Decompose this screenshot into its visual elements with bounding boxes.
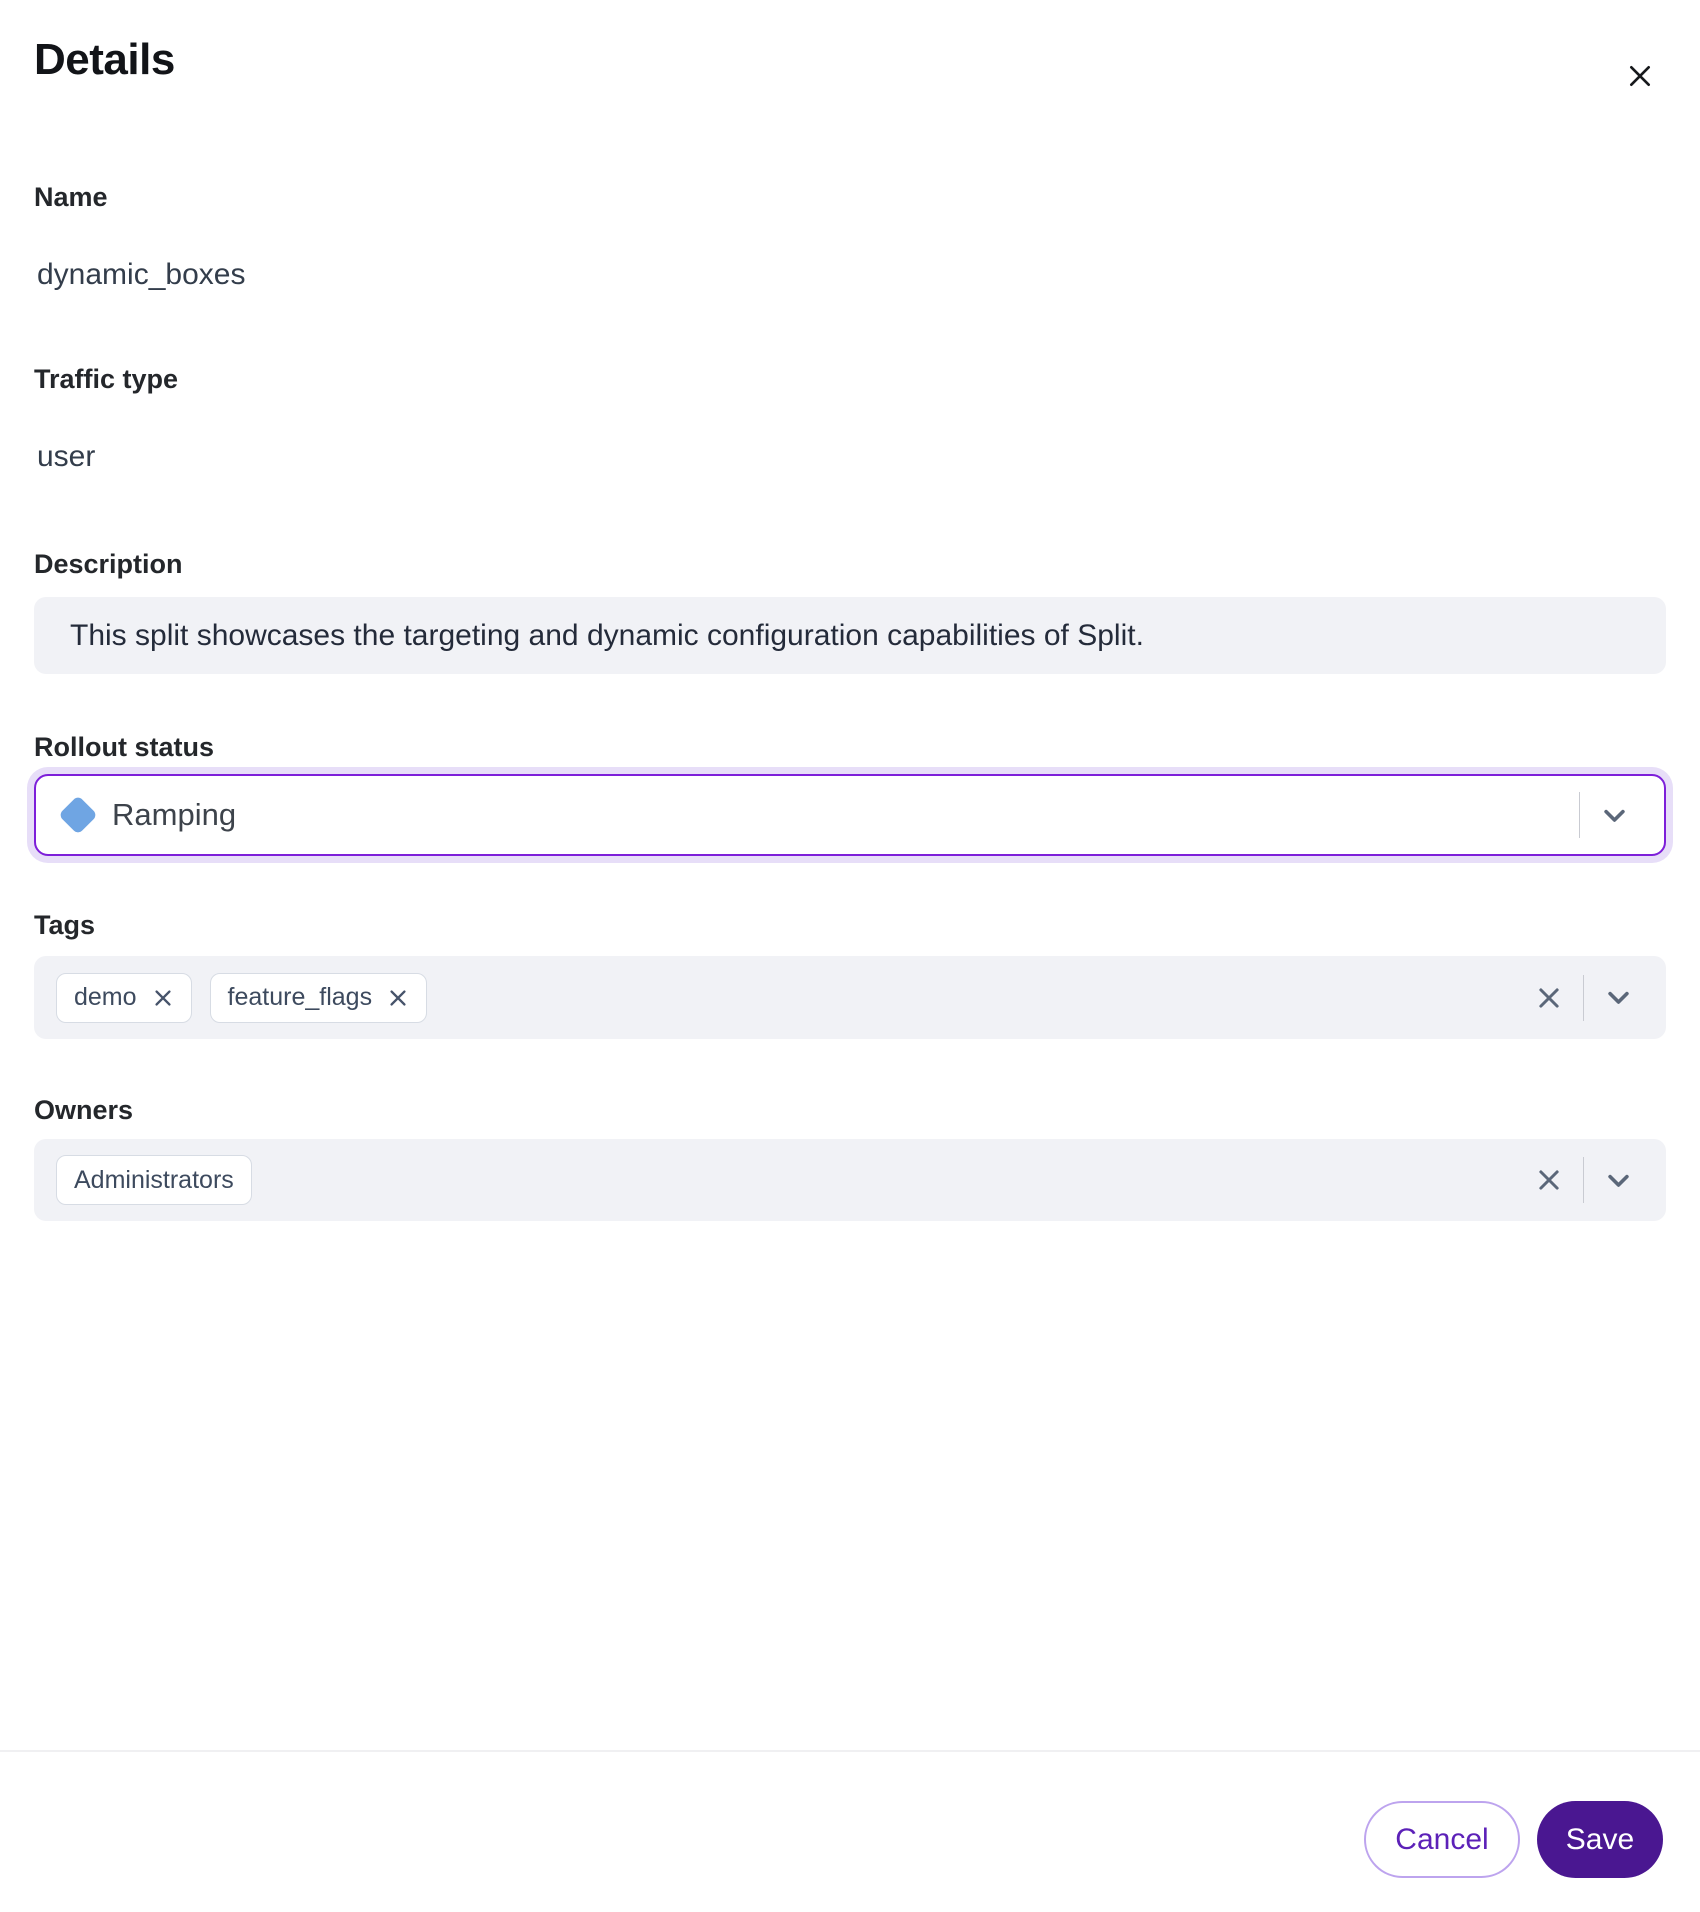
rollout-status-label: Rollout status xyxy=(34,732,214,762)
rollout-status-select[interactable] xyxy=(34,774,1666,856)
owners-input[interactable] xyxy=(34,1139,1666,1221)
save-button[interactable]: Save xyxy=(1537,1801,1663,1878)
cancel-button[interactable]: Cancel xyxy=(1364,1801,1520,1878)
tags-label: Tags xyxy=(34,910,96,940)
ramping-status-icon xyxy=(56,793,100,837)
traffic-type-value: user xyxy=(37,440,96,473)
tags-input[interactable] xyxy=(34,956,1666,1039)
owners-chip-list xyxy=(56,1155,252,1205)
owners-field-group xyxy=(34,1093,1666,1221)
tags-field-group xyxy=(34,908,1666,1039)
owners-clear-button[interactable] xyxy=(1534,1165,1564,1195)
owner-chip-label: Administrators xyxy=(74,1165,234,1194)
name-field-group xyxy=(34,180,1666,294)
clear-icon xyxy=(1534,983,1564,1013)
separator xyxy=(1583,1157,1584,1203)
chevron-down-icon xyxy=(1603,982,1634,1013)
separator xyxy=(1579,792,1580,838)
rollout-dropdown-toggle[interactable] xyxy=(1599,800,1630,831)
separator xyxy=(1583,975,1584,1021)
tags-clear-button[interactable] xyxy=(1534,983,1564,1013)
description-field-group xyxy=(34,547,1666,674)
modal-title: Details xyxy=(34,35,175,84)
description-input[interactable] xyxy=(34,597,1666,674)
tags-dropdown-toggle[interactable] xyxy=(1603,982,1634,1013)
owners-dropdown-toggle[interactable] xyxy=(1603,1165,1634,1196)
remove-tag-icon[interactable] xyxy=(152,987,174,1009)
modal-header xyxy=(34,34,1666,96)
tag-chip xyxy=(56,973,192,1023)
tags-input-controls xyxy=(1534,975,1650,1021)
rollout-status-value: Ramping xyxy=(112,797,237,832)
chevron-down-icon xyxy=(1603,1165,1634,1196)
modal-footer xyxy=(0,1750,1700,1912)
tag-chip-label: demo xyxy=(74,983,137,1011)
rollout-status-field-group xyxy=(34,730,1666,856)
tag-chip xyxy=(210,973,428,1023)
clear-icon xyxy=(1534,1165,1564,1195)
traffic-type-field-group xyxy=(34,362,1666,476)
remove-tag-icon[interactable] xyxy=(387,987,409,1009)
description-text: This split showcases the targeting and dynamic configuration capabilities of Split. xyxy=(70,618,1144,652)
description-label: Description xyxy=(34,549,183,579)
owner-chip xyxy=(56,1155,252,1205)
close-icon xyxy=(1624,60,1656,92)
name-label: Name xyxy=(34,182,108,212)
tag-chip-label: feature_flags xyxy=(227,983,373,1011)
owners-input-controls xyxy=(1534,1157,1650,1203)
chevron-down-icon xyxy=(1599,800,1630,831)
rollout-select-controls xyxy=(1579,792,1646,838)
name-value: dynamic_boxes xyxy=(37,258,246,291)
tags-chip-list xyxy=(56,973,427,1023)
traffic-type-label: Traffic type xyxy=(34,364,179,394)
owners-label: Owners xyxy=(34,1095,134,1125)
close-button[interactable] xyxy=(1620,56,1660,96)
